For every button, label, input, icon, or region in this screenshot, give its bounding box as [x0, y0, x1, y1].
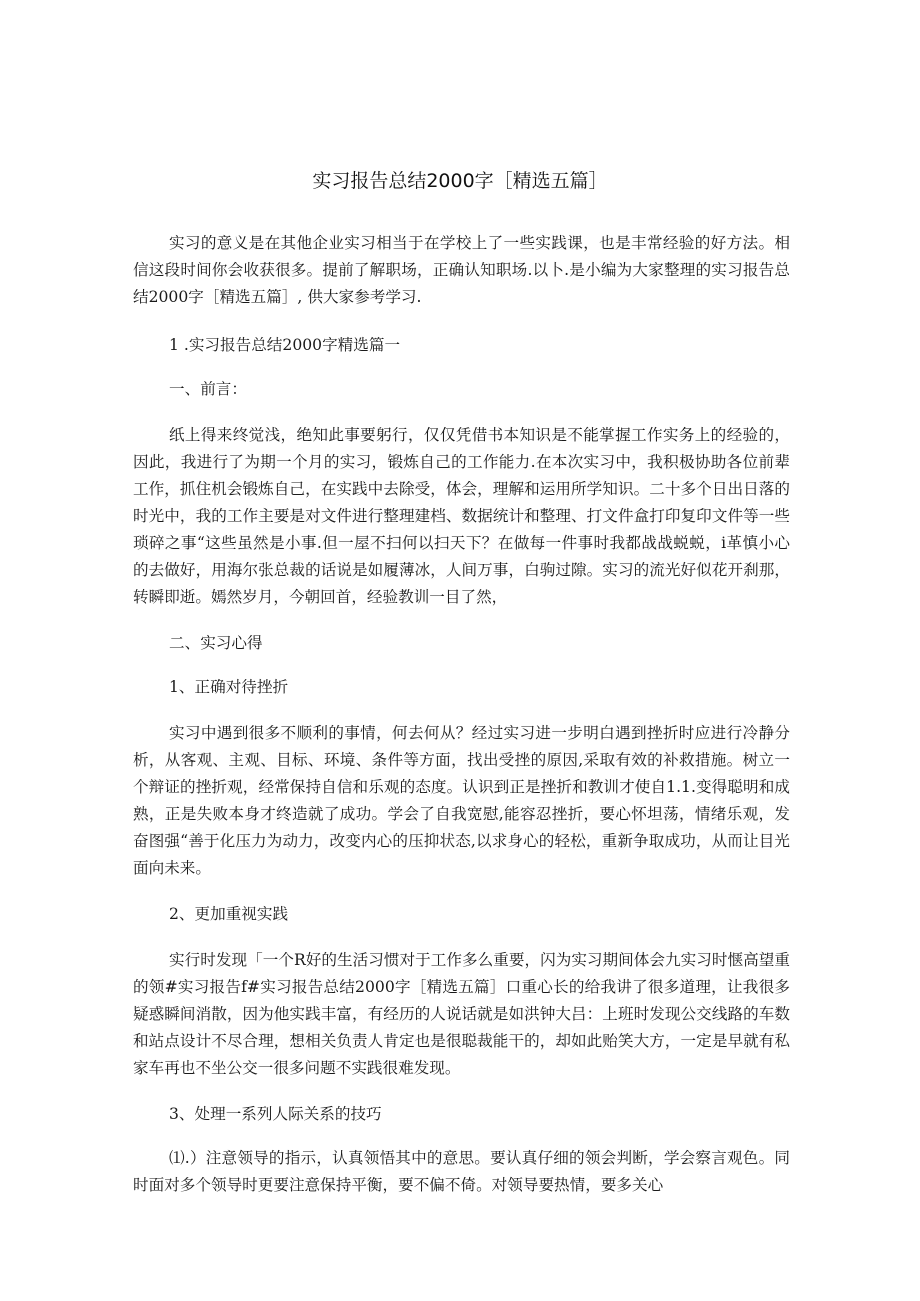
sub3-heading: 3、处理一系列人际关系的技巧: [169, 1105, 382, 1123]
preface-paragraph: 纸上得来终觉浅，绝知此事要躬行，仅仅凭借书本知识是不能掌握工作实务上的经验的，因此，我进行了为期一个月的实习，锻炼自己的工作能力.在本次实习中，我积极协助各位前辈工作，抓住机会锻炼自己，在实践中去除受，体会，理解和运用所学知识。二十多个日出日落的时光中，我的工作主要是对文件进行整理建档、数据统计和整理、打文件盒打印复印文件等一些琐碎之事“这些虽然是小事.但一屋不扫何以扫天下？在做每一件事时我都战战蜕蜕，i革慎小心的去做好，用海尔张总裁的话说是如履薄冰，人间万事，白驹过隙。实习的流光好似花开刹那，转瞬即逝。嫣然岁月，今朝回首，经验教训一目了然，: [133, 426, 790, 606]
experience-heading: 二、实习心得: [169, 634, 263, 652]
preface-heading: 一、前言：: [169, 380, 247, 398]
sub3-paragraph: ⑴.）注意领导的指示，认真领悟其中的意思。要认真仔细的领会判断，学会察言观色。同时面对多个领导时更要注意保持平衡，要不偏不倚。对领导要热情，要多关心: [133, 1149, 790, 1194]
section1-heading: 1 .实习报告总结2000字精选篇一: [169, 336, 401, 354]
sub1-paragraph: 实习中遇到很多不顺利的事情，何去何从？经过实习进一步明白遇到挫折时应进行冷静分析，从客观、主观、目标、环境、条件等方面，找出受挫的原因,采取有效的补救措施。树立一个辩证的挫折观，经常保持自信和乐观的态度。认识到正是挫折和教训才使自1.1.变得聪明和成熟，正是失败本身才终造就了成功。学会了自我宽慰,能容忍挫折，要心怀坦荡，情绪乐观，发奋图强“善于化压力为动力，改变内心的压抑状态,以求身心的轻松，重新争取成功，从而让目光面向未来。: [133, 724, 790, 877]
document-body: [133, 230, 790, 1199]
document-title: 实习报告总结2000字［精选五篇］: [312, 170, 608, 192]
intro-paragraph: 实习的意义是在其他企业实习相当于在学校上了一些实践课，也是丰常经验的好方法。相信这段时间你会收获很多。提前了解职场，正确认知职场.以卜.是小编为大家整理的实习报告总结2000字［精选五篇］, 供大家参考学习.: [133, 234, 790, 306]
sub1-heading: 1、正确对待挫折: [169, 678, 289, 696]
sub2-paragraph: 实行时发现「一个R好的生活习惯对于工作多么重要，闪为实习期间体会九实习时惬高望重的领#实习报告f#实习报告总结2000字［精选五篇］口重心长的给我讲了很多道理，让我很多疑惑瞬间消散，因为他实践丰富，有经历的人说话就是如洪钟大吕：上班时发现公交线路的车数和站点设计不尽合理，想相关负责人肯定也是很聪裁能干的，却如此贻笑大方，一定是早就有私家车再也不坐公交一很多问题不实践很难发现。: [133, 951, 790, 1077]
sub2-heading: 2、更加重视实践: [169, 905, 289, 923]
